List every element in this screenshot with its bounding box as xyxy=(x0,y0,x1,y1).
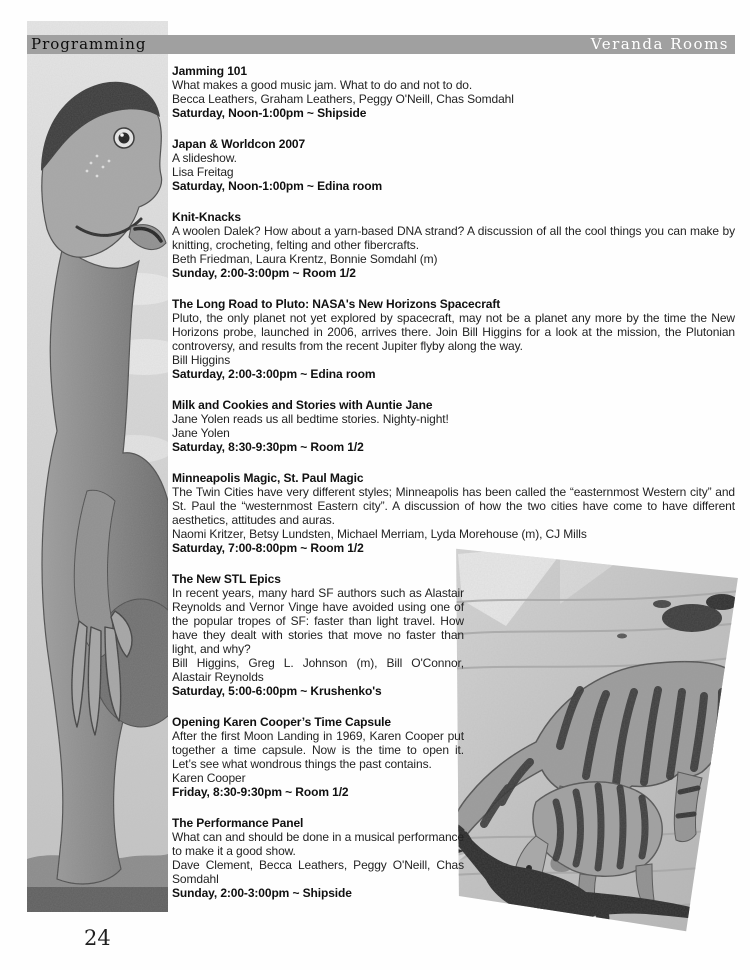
program-participants: Bill Higgins, Greg L. Johnson (m), Bill O'Connor, Alastair Reynolds xyxy=(172,656,464,684)
header-title-veranda-rooms: Veranda Rooms xyxy=(590,35,729,53)
program-schedule: Sunday, 2:00-3:00pm ~ Room 1/2 xyxy=(172,266,356,280)
header-title-programming: Programming xyxy=(31,35,147,53)
program-title: Japan & Worldcon 2007 xyxy=(172,137,306,151)
program-participants: Dave Clement, Becca Leathers, Peggy O'Neill, Chas Somdahl xyxy=(172,858,464,886)
program-item xyxy=(172,471,735,555)
program-description: Pluto, the only planet not yet explored by spacecraft, may not be a planet any more by the time the New Horizons probe, launched in 2006, arrives there. Join Bill Higgins for a look at the mission, the Plutonian controversy, and results from the recent Jupiter flyby along the way. xyxy=(172,311,735,353)
dinosaur-artwork-svg xyxy=(27,21,168,912)
program-participants: Naomi Kritzer, Betsy Lundsten, Michael Merriam, Lyda Morehouse (m), CJ Mills xyxy=(172,527,587,541)
program-item xyxy=(172,297,735,381)
program-title: Jamming 101 xyxy=(172,64,247,78)
program-description: In recent years, many hard SF authors such as Alastair Reynolds and Vernor Vinge have avoided using one of the popular tropes of SF: faster than light travel. How have they dealt with stories that move no faster than light, and why? xyxy=(172,586,464,656)
program-participants: Karen Cooper xyxy=(172,771,246,785)
program-participants: Becca Leathers, Graham Leathers, Peggy O'Neill, Chas Somdahl xyxy=(172,92,514,106)
program-description: What makes a good music jam. What to do and not to do. xyxy=(172,78,473,92)
page-number: 24 xyxy=(84,926,111,950)
program-schedule: Saturday, 2:00-3:00pm ~ Edina room xyxy=(172,367,376,381)
program-title: Minneapolis Magic, St. Paul Magic xyxy=(172,471,364,485)
program-schedule: Saturday, 5:00-6:00pm ~ Krushenko's xyxy=(172,684,382,698)
header-bar xyxy=(27,35,735,54)
program-item xyxy=(172,816,464,900)
program-title: The New STL Epics xyxy=(172,572,281,586)
program-description: After the first Moon Landing in 1969, Karen Cooper put together a time capsule. Now is the time to open it. Let’s see what wondrous things the past contains. xyxy=(172,729,464,771)
program-participants: Beth Friedman, Laura Krentz, Bonnie Somdahl (m) xyxy=(172,252,438,266)
program-participants: Bill Higgins xyxy=(172,353,231,367)
program-schedule: Saturday, 8:30-9:30pm ~ Room 1/2 xyxy=(172,440,364,454)
program-description: A slideshow. xyxy=(172,151,237,165)
program-title: The Performance Panel xyxy=(172,816,304,830)
program-participants: Jane Yolen xyxy=(172,426,230,440)
program-title: The Long Road to Pluto: NASA's New Horizons Spacecraft xyxy=(172,297,501,311)
left-dinosaur-illustration xyxy=(27,21,168,912)
program-item xyxy=(172,715,464,799)
program-title: Milk and Cookies and Stories with Auntie Jane xyxy=(172,398,433,412)
program-schedule: Saturday, 7:00-8:00pm ~ Room 1/2 xyxy=(172,541,364,555)
program-item xyxy=(172,64,735,120)
program-schedule: Saturday, Noon-1:00pm ~ Edina room xyxy=(172,179,383,193)
program-schedule: Sunday, 2:00-3:00pm ~ Shipside xyxy=(172,886,352,900)
program-item xyxy=(172,572,464,698)
program-description: What can and should be done in a musical performance to make it a good show. xyxy=(172,830,464,858)
program-item xyxy=(172,210,735,280)
program-list xyxy=(172,64,735,917)
program-description: The Twin Cities have very different styles; Minneapolis has been called the “easternmost Western city” and St. Paul the “westernmost Eastern city”. A discussion of how the two cities have come to have different aesthetics, attitudes and auras. xyxy=(172,485,735,527)
program-title: Knit-Knacks xyxy=(172,210,241,224)
program-description: Jane Yolen reads us all bedtime stories. Nighty-night! xyxy=(172,412,449,426)
program-schedule: Saturday, Noon-1:00pm ~ Shipside xyxy=(172,106,367,120)
program-item xyxy=(172,137,735,193)
program-title: Opening Karen Cooper’s Time Capsule xyxy=(172,715,391,729)
program-participants: Lisa Freitag xyxy=(172,165,234,179)
program-item xyxy=(172,398,735,454)
program-schedule: Friday, 8:30-9:30pm ~ Room 1/2 xyxy=(172,785,349,799)
program-description: A woolen Dalek? How about a yarn-based DNA strand? A discussion of all the cool things you can make by knitting, crocheting, felting and other fibercrafts. xyxy=(172,224,735,252)
